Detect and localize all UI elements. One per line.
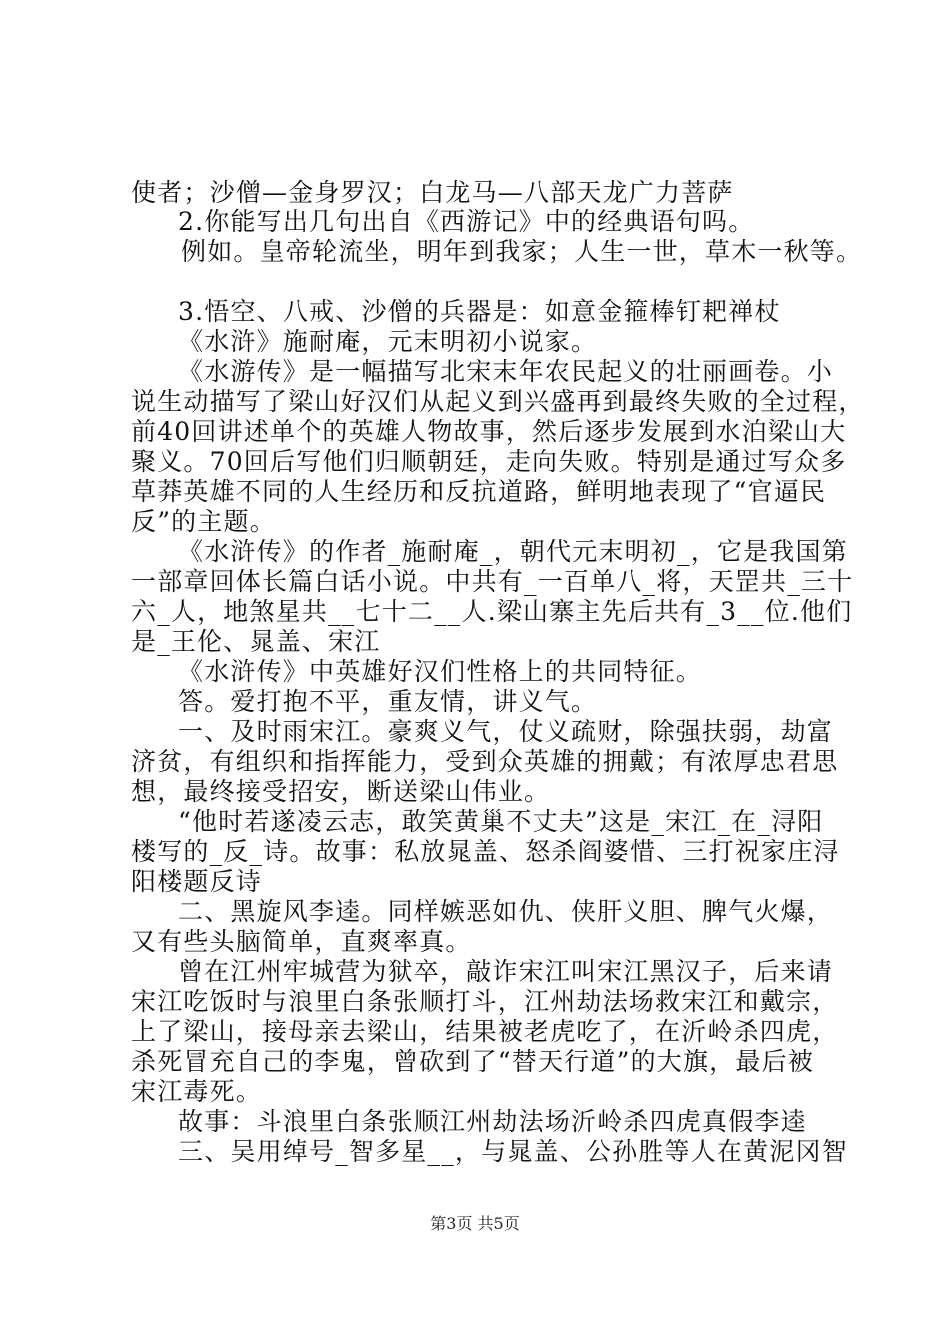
text-line: 前40回讲述单个的英雄人物故事，然后逐步发展到水泊梁山大 (131, 417, 847, 446)
text-line: 《水浒》施耐庵，元末明初小说家。 (178, 327, 598, 356)
text-line: 杀死冒充自己的李鬼，曾砍到了“替天行道”的大旗，最后被 (131, 1047, 814, 1076)
text-line: 《水游传》是一幅描写北宋末年农民起义的壮丽画卷。小 (178, 357, 834, 386)
text-line: 《水浒传》中英雄好汉们性格上的共同特征。 (178, 657, 703, 686)
text-line: 《水浒传》的作者_施耐庵_，朝代元末明初_，它是我国第 (178, 537, 848, 566)
text-line: 二、黑旋风李逵。同样嫉恶如仇、侠肝义胆、脾气火爆， (178, 897, 834, 926)
text-line: 例如。皇帝轮流坐，明年到我家；人生一世，草木一秋等。 (181, 237, 863, 266)
text-line: 草莽英雄不同的人生经历和反抗道路，鲜明地表现了“官逼民 (131, 477, 827, 506)
text-line: 三、吴用绰号_智多星__，与晁盖、公孙胜等人在黄泥冈智 (178, 1137, 848, 1166)
text-line: 曾在江州牢城营为狱卒，敲诈宋江叫宋江黑汉子，后来请 (178, 957, 834, 986)
text-line: 反”的主题。 (131, 507, 276, 536)
text-line: 3.悟空、八戒、沙僧的兵器是：如意金箍棒钉耙禅杖 (178, 297, 781, 326)
text-line: 说生动描写了梁山好汉们从起义到兴盛再到最终失败的全过程， (131, 387, 865, 416)
text-line: 是_王伦、晁盖、宋江 (131, 627, 381, 656)
text-line: 一、及时雨宋江。豪爽义气，仗义疏财，除强扶弱，劫富 (178, 717, 834, 746)
text-line: 聚义。70回后写他们归顺朝廷，走向失败。特别是通过写众多 (131, 447, 847, 476)
text-line: 故事：斗浪里白条张顺江州劫法场沂岭杀四虎真假李逵 (178, 1107, 807, 1136)
page-number-footer: 第3页 共5页 (430, 1214, 520, 1233)
text-line: 宋江毒死。 (131, 1077, 263, 1106)
text-line: 济贫，有组织和指挥能力，受到众英雄的拥戴；有浓厚忠君思 (131, 747, 839, 776)
text-line: 阳楼题反诗 (131, 867, 263, 896)
text-line: 使者；沙僧—金身罗汉；白龙马—八部天龙广力菩萨 (131, 178, 734, 207)
text-line: 上了梁山，接母亲去梁山，结果被老虎吃了，在沂岭杀四虎， (131, 1017, 839, 1046)
text-line: 想，最终接受招安，断送梁山伟业。 (131, 777, 551, 806)
text-line: 一部章回体长篇白话小说。中共有_一百单八_将，天罡共_三十 (131, 567, 854, 596)
text-line: 又有些头脑简单，直爽率真。 (131, 927, 472, 956)
text-line: 楼写的_反_诗。故事：私放晁盖、怒杀阎婆惜、三打祝家庄浔 (131, 837, 840, 866)
text-line: 六_人，地煞星共__七十二__人.梁山寨主先后共有_3__位.他们 (131, 597, 853, 626)
text-line: 答。爱打抱不平，重友情，讲义气。 (178, 687, 598, 716)
text-line: “他时若遂凌云志，敢笑黄巢不丈夫”这是_宋江_在_浔阳 (178, 807, 824, 836)
text-line: 2.你能写出几句出自《西游记》中的经典语句吗。 (178, 207, 755, 236)
text-line: 宋江吃饭时与浪里白条张顺打斗，江州劫法场救宋江和戴宗， (131, 987, 839, 1016)
